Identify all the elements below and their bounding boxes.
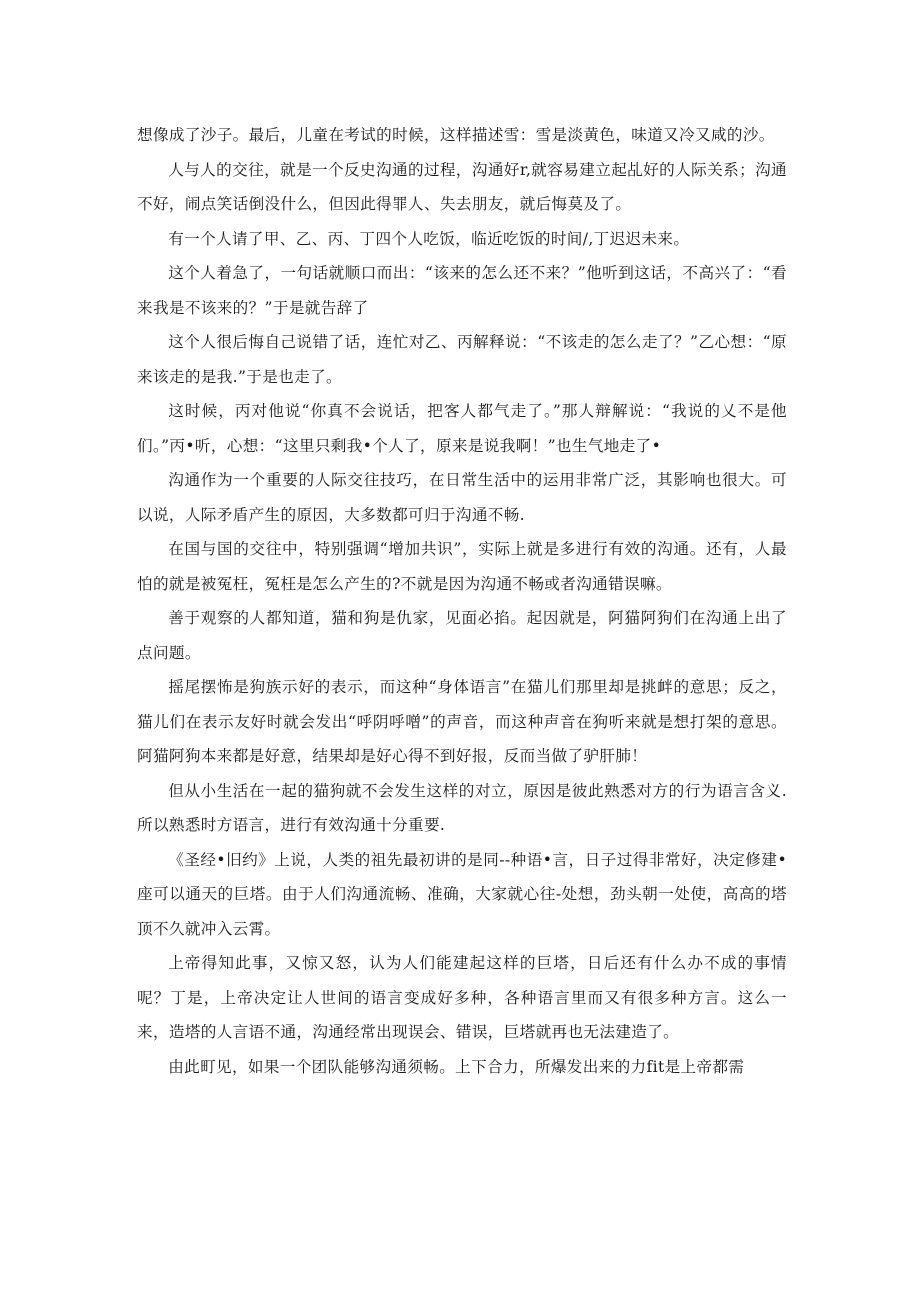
paragraph: 在国与国的交往中，特别强调“增加共识”，实际上就是多进行有效的沟通。还有，人最怕的就是被冤枉，冤枉是怎么产生的?不就是因为沟通不畅或者沟通错误嘛。 <box>137 540 787 593</box>
paragraph: 《圣经•旧约》上说，人类的祖先最初讲的是同--种语•言，日子过得非常好，决定修建•座可以通天的巨塔。由于人们沟通流畅、准确，大家就心往-处想，劲头朝一处使，高高的塔顶不久就冲入云霄。 <box>137 850 787 938</box>
paragraph: 想像成了沙子。最后，儿童在考试的时候，这样描述雪：雪是淡黄色，味道又冷又咸的沙。 <box>137 126 775 144</box>
paragraph: 但从小生活在一起的猫狗就不会发生这样的对立，原因是彼此熟悉对方的行为语言含义.所以熟悉时方语言，进行有效沟通十分重要. <box>137 781 787 834</box>
paragraph: 有一个人请了甲、乙、丙、丁四个人吃饭，临近吃饭的时间/,丁迟迟未来。 <box>168 229 690 248</box>
paragraph: 沟通作为一个重要的人际交往技巧，在日常生活中的运用非常广泛，其影响也很大。可以说，人际矛盾产生的原因，大多数都可归于沟通不畅. <box>137 471 787 524</box>
paragraph: 善于观察的人都知道，猫和狗是仇家，见面必掐。起因就是，阿猫阿狗们在沟通上出了点问题。 <box>137 609 787 662</box>
paragraph: 这时候，丙对他说“你真不会说话，把客人都气走了。”那人辩解说：“我说的乂不是他们。”丙•听，心想：“这里只剩我•个人了，原来是说我啊！”也生气地走了• <box>137 402 787 455</box>
paragraph: 人与人的交往，就是一个反史沟通的过程，沟通好r,就容易建立起乩好的人际关系；沟通不好，闹点笑话倒没什么，但因此得罪人、失去朋友，就后悔莫及了。 <box>137 160 787 213</box>
paragraph: 摇尾摆怖是狗族示好的表示，而这种“身体语言”在猫儿们那里却是挑衅的意思；反之，猫儿们在表示友好时就会发出“呼阴呼噌”的声音，而这种声音在狗听来就是想打架的意思。阿猫阿狗本来都是好意，结果却是好心得不到好报，反而当做了驴肝肺！ <box>137 678 787 765</box>
document-body <box>137 118 787 1084</box>
paragraph: 这个人很后悔自己说错了话，连忙对乙、丙解释说：“不该走的怎么走了？”乙心想：“原来该走的是我.”于是也走了。 <box>137 333 787 386</box>
paragraph: 这个人着急了，一句话就顺口而出：“该来的怎么还不来？”他听到这话，不高兴了：“看来我是不该来的？”于是就告辞了 <box>137 264 787 317</box>
paragraph: 由此町见，如果一个团队能够沟通须畅。上下合力，所爆发出来的力fit是上帝都需 <box>168 1057 745 1076</box>
paragraph: 上帝得知此事，又惊又怒，认为人们能建起这样的巨塔，日后还有什么办不成的事情呢？丁是，上帝决定让人世间的语言变成好多种，各种语言里而又有很多种方言。这么一来，造塔的人言语不通，沟通经常出现误会、错误，巨塔就再也无法建造了。 <box>137 954 787 1041</box>
